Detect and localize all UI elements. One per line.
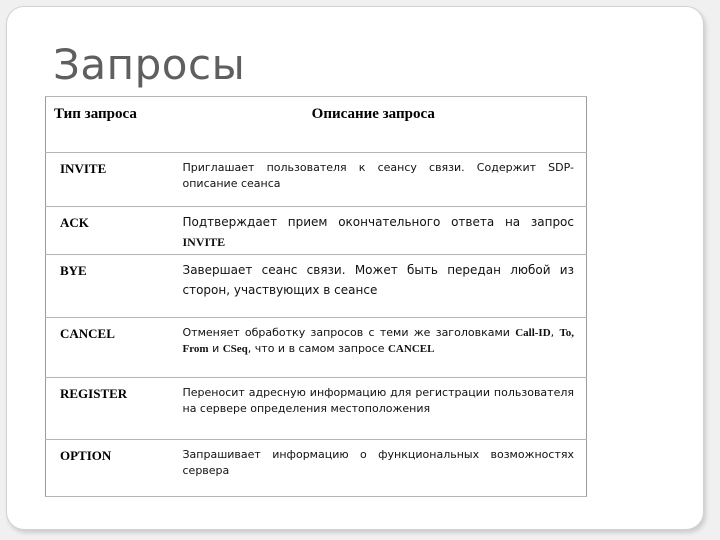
description-text: Отменяет обработку запросов с теми же заголовками <box>182 326 510 339</box>
description-text: , что и в самом запросе <box>247 342 385 355</box>
table-row <box>46 440 587 497</box>
request-type: BYE <box>46 255 169 318</box>
slide-title: Запросы <box>53 40 246 89</box>
request-type: OPTION <box>46 440 169 497</box>
request-type: CANCEL <box>46 318 169 378</box>
request-description <box>169 318 587 378</box>
description-text: и <box>212 342 220 355</box>
table-row <box>46 153 587 207</box>
description-text: Подтверждает прием окончательного ответа на запрос <box>182 215 574 229</box>
header-request-type: Тип запроса <box>46 97 169 153</box>
table-row <box>46 207 587 255</box>
description-keyword: Call-ID <box>515 327 551 339</box>
description-text: , <box>550 326 555 339</box>
table-row <box>46 378 587 440</box>
request-description <box>169 207 587 255</box>
request-description: Приглашает пользователя к сеансу связи. Содержит SDP-описание сеанса <box>169 153 587 207</box>
request-description: Переносит адресную информацию для регистрации пользователя на сервере определения местоположения <box>169 378 587 440</box>
request-type: INVITE <box>46 153 169 207</box>
description-keyword: CANCEL <box>387 343 435 355</box>
description-keyword: INVITE <box>182 235 226 249</box>
request-type: ACK <box>46 207 169 255</box>
header-request-description: Описание запроса <box>169 97 587 153</box>
table-row <box>46 255 587 318</box>
table-row <box>46 318 587 378</box>
description-keyword: To, From <box>182 327 575 355</box>
request-description: Завершает сеанс связи. Может быть передан любой из сторон, участвующих в сеансе <box>169 255 587 318</box>
requests-table <box>45 96 587 497</box>
request-type: REGISTER <box>46 378 169 440</box>
table-header-row <box>46 97 587 153</box>
request-description: Запрашивает информацию о функциональных возможностях сервера <box>169 440 587 497</box>
description-keyword: CSeq <box>222 343 248 355</box>
